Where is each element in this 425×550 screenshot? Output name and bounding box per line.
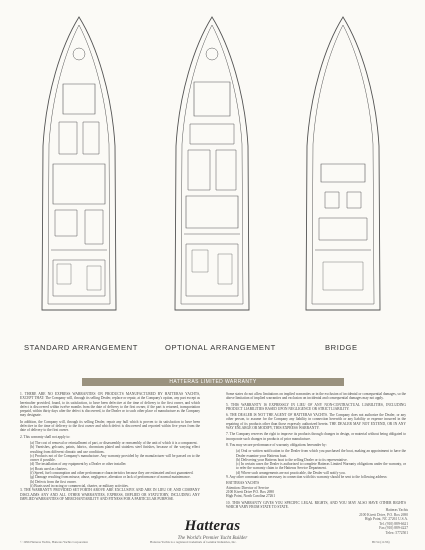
warranty-paragraph: 3. THE WARRANTY PROVIDED SET FORTH ABOVE ARE EXCLUSIVE AND ARE IN LIEU OF, AND COMPANY DISCLAIMS ANY AND ALL OTHER WARRANTIES, EXPRESS, IMPLIED OR STATUTORY, INCLUDING ANY IMPLIED WARRANTIES OF MERCHANTABILITY AND FITNESS FOR A PARTICULAR PURPOSE. <box>20 488 200 501</box>
company-address-line: High Point, NC 27261 U.S.A. <box>364 517 408 522</box>
warranty-list-item: (d) The installation of any equipment by a Dealer or other installer. <box>30 462 127 467</box>
warranty-paragraph: 2. This warranty shall not apply to: <box>20 434 71 439</box>
caption-bridge: BRIDGE <box>325 343 358 352</box>
company-address <box>346 508 408 536</box>
warranty-list-item: (c) In certain cases the Dealer is authorized to complete Hatteras Limited Warranty obligations under the warranty, or to refer the warranty claim to the Hatteras Service Department. <box>236 462 406 471</box>
warranty-list-item: (a) Oral or written notification to the Dealer from which you purchased the boat, making an appointment to have the Dealer examine your Hatteras boat. <box>236 449 406 458</box>
company-address-line: Hatteras Yachts <box>385 508 408 512</box>
warranty-list-item: (d) Where such arrangements are not practicable, the Dealer will notify you. <box>236 470 346 475</box>
bridge-plan <box>301 14 385 314</box>
company-address-line: 2100 Kivett Drive, P.O. Box 2690 <box>359 512 408 517</box>
warranty-paragraph: 6. THE DEALER IS NOT THE AGENT OF HATTERAS YACHTS. The Company does not authorize the Dealer, or any other person, to assume for the Company any liability in connection herewith or any liability or expense incurred in the repairing of its products other than those expressly authorized herein. THE DEALER MAY NOT EXTEND, OR IN ANY WAY ENLARGE OR MODIFY, THIS EXPRESS WARRANTY. <box>226 413 406 431</box>
company-address-line: Tel. (910) 889-6621 <box>379 521 408 526</box>
brand-tagline: The World's Premier Yacht Builder <box>177 536 248 541</box>
warranty-column-left <box>20 392 200 503</box>
warranty-list-item: (i) Boats used in racing or commercial, charter, or military activities. <box>30 483 129 488</box>
warranty-list-item: (a) The cost of removal or reinstallment of part, or disassembly or reassembly of the unit of which it is a component. <box>30 440 198 445</box>
warranty-list-item: (c) Products not of the Company's manufacture. Any warranty provided by the manufacturer will be passed on to the owner if possible. <box>30 453 200 463</box>
footer-copyright: © 1996 Hatteras Yachts, Hatteras Yachts Corporation <box>20 540 88 544</box>
warranty-paragraph: In addition, the Company will, through its selling Dealer, repair any hull which is proven to its satisfaction to have been defective in the time of delivery to the first owner and which defect is discovered and reported within five years from the date of delivery to the first owner. <box>20 419 200 433</box>
warranty-column-right <box>226 392 406 511</box>
warranty-heading: HATTERAS LIMITED WARRANTY <box>82 378 344 386</box>
service-address-line: Attention: Director of Service <box>226 485 270 490</box>
hatteras-logo: Hatteras <box>184 518 241 534</box>
service-address-line: 2100 Kivett Drive P.O. Box 2690 <box>226 489 275 494</box>
warranty-paragraph: 7. The Company reserves the right to improve its products through changes in design, or material without being obligated to incorporate such changes in products of prior manufacture. <box>226 432 406 441</box>
warranty-list-item: (g) Damage resulting from misuse, abuse, negligence, alteration or lack of performance of normal maintenance. <box>30 475 191 480</box>
warranty-list-item: (f) Speed, fuel consumption and other performance characteristics because they are estimated and not guaranteed. <box>30 471 194 476</box>
service-address-line: High Point, North Carolina 27261 <box>226 494 276 499</box>
warranty-paragraph: 1. THERE ARE NO EXPRESS WARRANTIES ON PRODUCTS MANUFACTURED BY HATTERAS YACHTS, EXCEPT THAT: The Company will, through its selling Dealer, replace or repair, at the Company's option, any part except as hereinafter provided, found, to its satisfaction, to have been defective at the time of delivery to the first owner, and which defect is discovered within twelve months from the date of delivery to the first owner, if the part is returned, transportation prepaid, within thirty days after the defect is discovered, to the Dealer or to such other place of manufacture as the Company may designate. <box>20 392 200 418</box>
warranty-list-item: (b) Delivering your Hatteras boat to the selling Dealer or to its representative. <box>236 457 348 462</box>
caption-standard-arrangement: STANDARD ARRANGEMENT <box>24 343 138 352</box>
service-address-line: HATTERAS YACHTS <box>226 481 260 486</box>
warranty-list-item: (b) Varnishes, gelcoats, paints, fabrics, chromium plated and stainless steel finishes, because of the varying effect resulting from different climatic and use conditions. <box>30 445 200 454</box>
warranty-paragraph: 5. THIS WARRANTY IS EXPRESSLY IN LIEU OF ANY NON-CONTRACTUAL LIABILITIES, INCLUDING PRODUCT LIABILITIES BASED UPON NEGLIGENCE OR STRICT LIABILITY. <box>226 402 406 411</box>
warranty-paragraph: 9. Any other communication necessary in connection with this warranty should be sent to the following address: <box>226 475 388 480</box>
standard-arrangement-plan <box>37 14 121 314</box>
warranty-paragraph: Some states do not allow limitations on implied warranties or in the exclusion of incidental or consequential damages, so the above limitation of implied warranties and exclusion on incidental and consequential damages may not apply. <box>226 392 406 401</box>
optional-arrangement-plan <box>170 14 254 314</box>
company-address-line: Fax (910) 889-4227 <box>379 526 408 531</box>
warranty-list-item: (e) Boats used as charters. <box>30 466 68 471</box>
warranty-list-item: (h) Defects from the first owner. <box>30 479 77 484</box>
footer-code: BC54 (11/96) <box>372 540 390 544</box>
warranty-paragraph: 8. You may secure performance of warranty obligations hereunder by: <box>226 442 327 447</box>
warranty-paragraph: 10. THIS WARRANTY GIVES YOU SPECIFIC LEGAL RIGHTS, AND YOU MAY ALSO HAVE OTHER RIGHTS WHICH VARY FROM STATE TO STATE. <box>226 500 406 509</box>
footer-trademark: Hatteras Yachts is a registered trademark of Genmar Industries, Inc. <box>150 540 237 544</box>
company-address-line: Telex: 5772501 <box>385 530 408 535</box>
caption-optional-arrangement: OPTIONAL ARRANGEMENT <box>165 343 276 352</box>
